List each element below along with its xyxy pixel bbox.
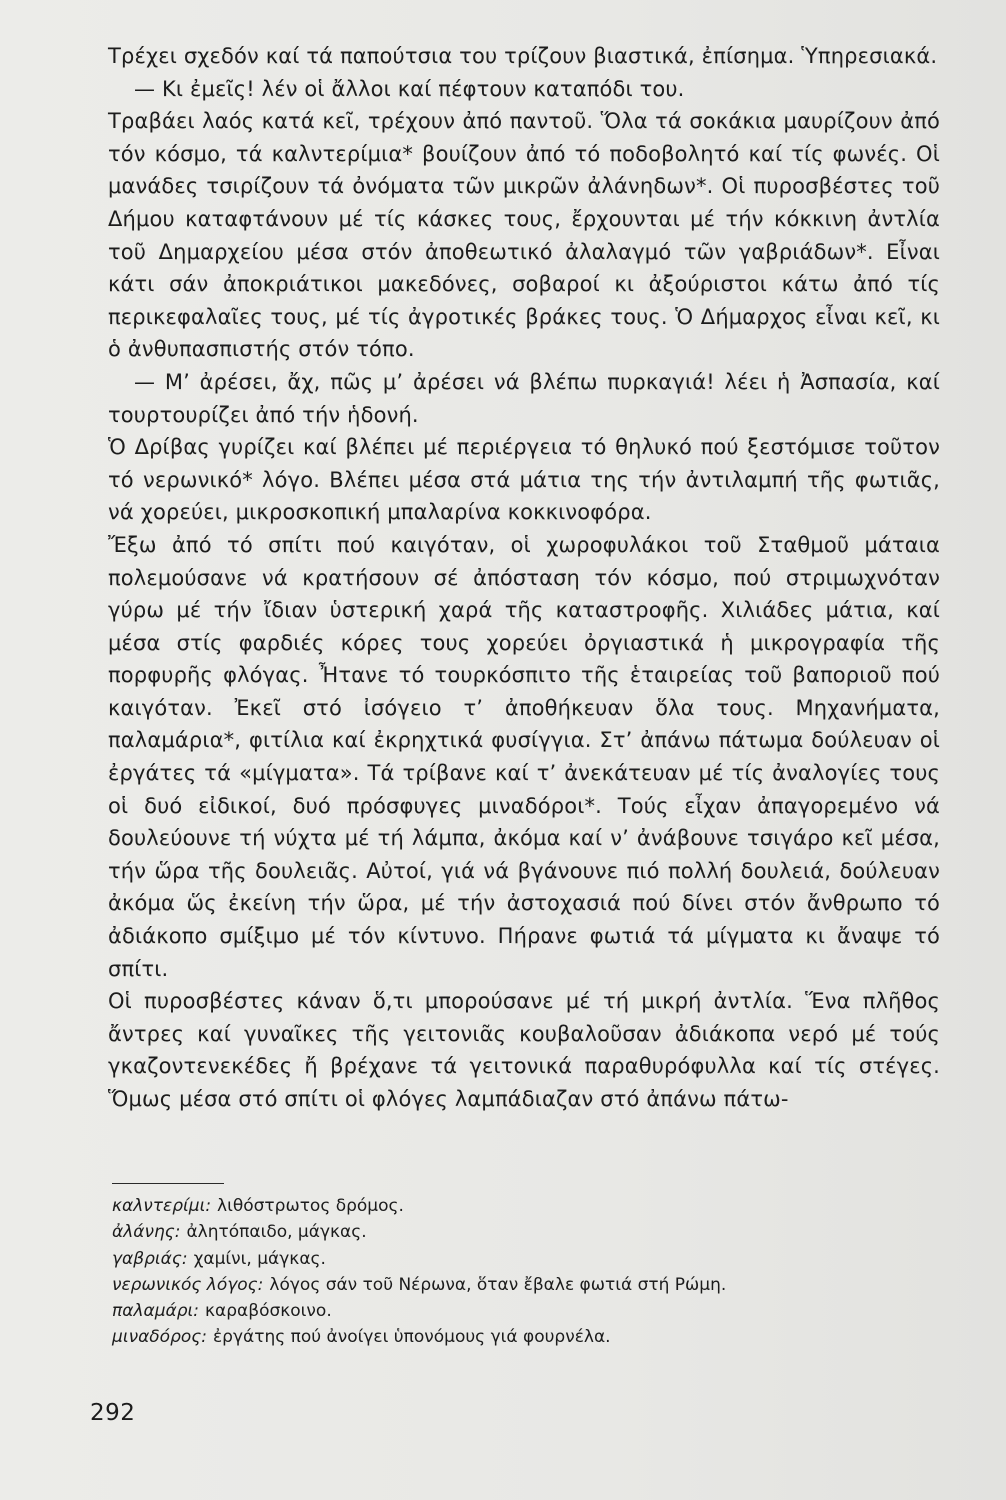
- footnote-term: καλντερίμι:: [112, 1196, 212, 1216]
- footnote: [112, 1324, 932, 1350]
- footnote-definition: χαμίνι, μάγκας.: [193, 1248, 326, 1269]
- body-text: [108, 40, 940, 1116]
- footnote-definition: καραβόσκοινο.: [205, 1301, 332, 1322]
- footnote: [112, 1272, 932, 1298]
- footnotes: [112, 1193, 932, 1351]
- footnote-divider: [112, 1183, 224, 1184]
- footnote: [112, 1193, 932, 1219]
- paragraph: Τραβάει λαός κατά κεῖ, τρέχουν ἀπό παντοῦ. Ὅλα τά σοκάκια μαυρίζουν ἀπό τόν κόσμο, τά καλντερίμια* βουίζουν ἀπό τό ποδοβολητό καί τίς φωνές. Οἱ μανάδες τσιρίζουν τά ὀνόματα τῶν μικρῶν ἀλάνηδων*. Οἱ πυροσβέστες τοῦ Δήμου καταφτάνουν μέ τίς κάσκες τους, ἔρχουνται μέ τήν κόκκινη ἀντλία τοῦ Δημαρχείου μέσα στόν ἀποθεωτικό ἀλαλαγμό τῶν γαβριάδων*. Εἶναι κάτι σάν ἀποκριάτικοι μακεδόνες, σοβαροί κι ἀξούριστοι κάτω ἀπό τίς περικεφαλαῖες τους, μέ τίς ἀγροτικές βράκες τους. Ὁ Δήμαρχος εἶναι κεῖ, κι ὁ ἀνθυπασπιστής στόν τόπο.: [108, 109, 940, 362]
- dialog-paragraph: — Μ’ ἀρέσει, ἄχ, πῶς μ’ ἀρέσει νά βλέπω πυρκαγιά! λέει ἡ Ἀσπασία, καί τουρτουρίζει ἀπό τήν ἡδονή.: [108, 369, 940, 427]
- footnote-term: νερωνικός λόγος:: [112, 1274, 264, 1295]
- paragraph: Οἱ πυροσβέστες κάναν ὅ,τι μπορούσανε μέ τή μικρή ἀντλία. Ἕνα πλῆθος ἄντρες καί γυναῖκες τῆς γειτονιᾶς κουβαλοῦσαν ἀδιάκοπα νερό μέ τούς γκαζοντενεκέδες ἤ βρέχανε τά γειτονικά παραθυρόφυλλα καί τίς στέγες. Ὅμως μέσα στό σπίτι οἱ φλόγες λαμπάδιαζαν στό ἀπάνω πάτω-: [108, 989, 940, 1111]
- footnote-term: παλαμάρι:: [112, 1301, 200, 1322]
- footnote-term: μιναδόρος:: [112, 1327, 207, 1348]
- page-number: 292: [90, 1400, 136, 1426]
- footnote-term: γαβριάς:: [112, 1248, 188, 1269]
- footnote-definition: λόγος σάν τοῦ Νέρωνα, ὅταν ἔβαλε φωτιά στή Ρώμη.: [269, 1274, 727, 1295]
- footnote-term: ἀλάνης:: [112, 1222, 181, 1243]
- footnote-definition: λιθόστρωτος δρόμος.: [217, 1196, 404, 1216]
- paragraph: Ἔξω ἀπό τό σπίτι πού καιγόταν, οἱ χωροφυλάκοι τοῦ Σταθμοῦ μάταια πολεμούσανε νά κρατήσουν σέ ἀπόσταση τόν κόσμο, πού στριμωχνόταν γύρω μέ τήν ἴδιαν ὑστερική χαρά τῆς καταστροφῆς. Χιλιάδες μάτια, καί μέσα στίς φαρδιές κόρες τους χορεύει ὀργιαστικά ἡ μικρογραφία τῆς πορφυρῆς φλόγας. Ἦτανε τό τουρκόσπιτο τῆς ἑταιρείας τοῦ βαποριοῦ πού καιγόταν. Ἐκεῖ στό ἰσόγειο τ’ ἀποθήκευαν ὅλα τους. Μηχανήματα, παλαμάρια*, φιτίλια καί ἐκρηχτικά φυσίγγια. Στ’ ἀπάνω πάτωμα δούλευαν οἱ ἐργάτες τά «μίγματα». Τά τρίβανε καί τ’ ἀνεκάτευαν μέ τίς ἀναλογίες τους οἱ δυό εἰδικοί, δυό πρόσφυγες μιναδόροι*. Τούς εἶχαν ἀπαγορεμένο νά δουλεύουνε τή νύχτα μέ τή λάμπα, ἀκόμα καί ν’ ἀνάβουνε τσιγάρο κεῖ μέσα, τήν ὥρα τῆς δουλειᾶς. Αὐτοί, γιά νά βγάνουνε πιό πολλή δουλειά, δούλευαν ἀκόμα ὥς ἐκείνη τήν ὥρα, μέ τήν ἀστοχασιά πού δίνει στόν ἄνθρωπο τό ἀδιάκοπο σμίξιμο μέ τόν κίντυνο. Πήρανε φωτιά τά μίγματα κι ἄναψε τό σπίτι.: [108, 532, 940, 981]
- footnote: [112, 1246, 932, 1272]
- footnote-definition: ἐργάτης πού ἀνοίγει ὑπονόμους γιά φουρνέλα.: [212, 1327, 611, 1348]
- paragraph: Ὁ Δρίβας γυρίζει καί βλέπει μέ περιέργεια τό θηλυκό πού ξεστόμισε τοῦτον τό νερωνικό* λόγο. Βλέπει μέσα στά μάτια της τήν ἀντιλαμπή τῆς φωτιᾶς, νά χορεύει, μικροσκοπική μπαλαρίνα κοκκινοφόρα.: [108, 435, 940, 525]
- dialog-paragraph: — Κι ἐμεῖς! λέν οἱ ἄλλοι καί πέφτουν καταπόδι του.: [134, 76, 685, 101]
- footnote-definition: ἀλητόπαιδο, μάγκας.: [186, 1222, 367, 1243]
- footnote: [112, 1298, 932, 1324]
- paragraph: Τρέχει σχεδόν καί τά παπούτσια του τρίζουν βιαστικά, ἐπίσημα. Ὑπηρεσιακά.: [108, 44, 938, 68]
- footnote: [112, 1219, 932, 1245]
